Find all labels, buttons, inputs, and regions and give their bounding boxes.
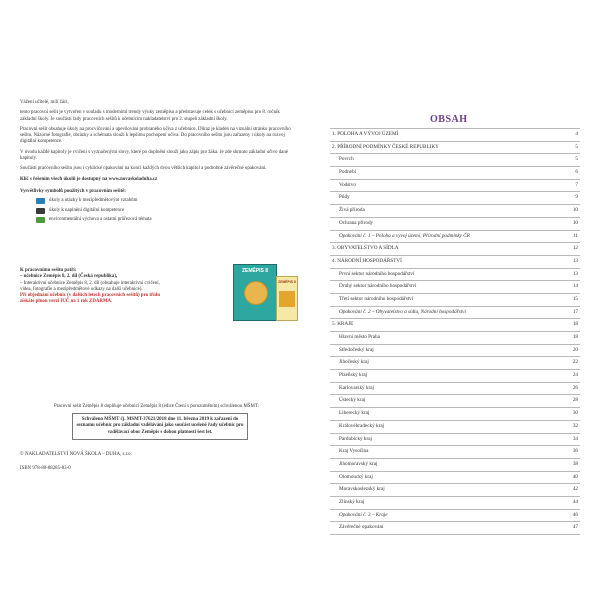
- toc-row[interactable]: [330, 497, 580, 510]
- materials-item-interactive: – Interaktivní učebnice Zeměpis 8, 2. díl (obsahuje interaktivní cvičení, videa, fotografie a mezipředmětové odkazy na další učebnice).: [20, 280, 160, 292]
- toc-row[interactable]: [330, 408, 580, 421]
- toc-row[interactable]: [330, 332, 580, 345]
- intro-paragraph-4: Součástí pracovního sešitu jsou i cyklické opakování na konci každých dvou větších kapitol a podrobné závěrečné opakování.: [20, 166, 267, 172]
- toc-entry-page: 26: [572, 384, 578, 391]
- toc-row[interactable]: [330, 319, 580, 332]
- toc-row[interactable]: [330, 231, 580, 244]
- toc-entry-page: 15: [572, 295, 578, 302]
- toc-entry-label: Zlínský kraj: [339, 498, 365, 505]
- isbn: ISBN 978-80-88285-83-0: [20, 466, 71, 471]
- textbook-cover-title: ZEMĚPIS 8: [241, 268, 269, 274]
- toc-row[interactable]: [330, 205, 580, 218]
- monitor-icon: [36, 198, 45, 204]
- toc-row[interactable]: [330, 180, 580, 193]
- toc-entry-page: 5: [575, 156, 578, 163]
- toc-row[interactable]: [330, 421, 580, 434]
- toc-entry-label: Opakování č. 2 – Obyvatelstvo a sídla, Národní hospodářství: [339, 308, 466, 315]
- toc-row[interactable]: [330, 269, 580, 282]
- toc-entry-page: 30: [572, 410, 578, 417]
- toc-entry-page: 46: [572, 511, 578, 518]
- toc-entry-page: 12: [572, 245, 578, 252]
- toc-entry-page: 4: [575, 131, 578, 137]
- toc-entry-label: 4. NÁRODNÍ HOSPODÁŘSTVÍ: [332, 257, 402, 264]
- toc-entry-label: 5. KRAJE: [332, 321, 354, 328]
- toc-entry-page: 38: [572, 460, 578, 467]
- toc-entry-label: 2. PŘÍRODNÍ PODMÍNKY ČESKÉ REPUBLIKY: [332, 143, 439, 150]
- toc-row[interactable]: [330, 294, 580, 307]
- toc-entry-label: Půdy: [339, 194, 350, 201]
- toc-row[interactable]: [330, 142, 580, 155]
- textbook-cover-image: [233, 264, 277, 321]
- toc-entry-page: 20: [572, 346, 578, 353]
- toc-entry-label: Povrch: [339, 156, 354, 163]
- toc-row[interactable]: [330, 370, 580, 383]
- toc-entry-label: Královéhradecký kraj: [339, 422, 385, 429]
- toc-entry-label: Liberecký kraj: [339, 410, 370, 417]
- toc-entry-page: 17: [572, 308, 578, 315]
- intro-paragraph-2: Pracovní sešit obsahuje úkoly na procvičování a upevňování probraného učiva z učebnice. Důraz je kladen na vizuální stránku pracovního sešitu. Názorné fotografie, obrázky a schémata slouží k lepšímu pochopení učiva. Do pracovního sešitu jsou zařazeny i úkoly na rozvoj digitální kompetence.: [20, 126, 291, 145]
- legend-item-label: úkoly k naplnění digitální kompetence: [49, 207, 125, 213]
- toc-entry-page: 9: [575, 194, 578, 201]
- toc-row[interactable]: [330, 510, 580, 523]
- toc-entry-label: Závěrečné opakování: [339, 524, 384, 531]
- toc-entry-page: 40: [572, 473, 578, 480]
- toc-entry-page: 14: [572, 283, 578, 290]
- toc-row[interactable]: [330, 256, 580, 269]
- legend-item: [36, 217, 295, 223]
- toc-entry-label: Podnebí: [339, 169, 357, 176]
- toc-entry-page: 22: [572, 359, 578, 366]
- toc-entry-label: Středočeský kraj: [339, 346, 374, 353]
- toc-entry-page: 11: [573, 232, 578, 239]
- toc-entry-page: 28: [572, 397, 578, 404]
- toc-entry-label: Třetí sektor národního hospodářství: [339, 295, 414, 302]
- toc-row[interactable]: [330, 395, 580, 408]
- toc-entry-label: Plzeňský kraj: [339, 372, 368, 379]
- materials-item-textbook: – učebnice Zeměpis 8, 2. díl (Česká republika),: [20, 274, 118, 280]
- greeting: Vážení učitelé, milí žáci,: [20, 100, 69, 105]
- approval-line: Pracovní sešit Zeměpis 8 doplňuje učebnici Zeměpis 8 (edice Čtení s porozuměním) schválenou MŠMT:: [54, 404, 259, 409]
- toc-entry-label: Karlovarský kraj: [339, 384, 375, 391]
- toc-entry-label: 3. OBYVATELSTVO A SÍDLA: [332, 245, 399, 252]
- workbook-cover-band: [279, 291, 295, 307]
- toc-entry-label: Moravskoslezský kraj: [339, 486, 385, 493]
- approval-box: Schváleno MŠMT čj. MSMT-37621/2018 dne 11. března 2019 k zařazení do seznamu učebnic pro základní vzdělávání jako součást ucelené řady učebnic pro vzdělávací obor Zeměpis s dobou platnosti šest let.: [72, 413, 248, 440]
- materials-offer: Při objednání učebnic (v dalších letech pracovních sešitů) pro třídu získáte plnou verzi IUČ na 1 rok ZDARMA.: [20, 293, 160, 305]
- toc-entry-page: 7: [575, 181, 578, 188]
- device-icon: [36, 208, 45, 214]
- toc-title: OBSAH: [430, 114, 468, 125]
- toc-entry-page: 13: [572, 257, 578, 264]
- toc-entry-page: 42: [572, 486, 578, 493]
- toc-row[interactable]: [330, 383, 580, 396]
- toc-entry-page: 18: [572, 321, 578, 328]
- toc-row[interactable]: [330, 459, 580, 472]
- toc-entry-page: 32: [572, 422, 578, 429]
- toc-row[interactable]: [330, 307, 580, 320]
- toc-entry-label: Druhý sektor národního hospodářství: [339, 283, 417, 290]
- legend-item: [36, 208, 295, 214]
- intro-paragraph-3: V úvodu každé kapitoly je cvičení s vyznačenými slovy, které po doplnění slouží jako zápis pro žáka. Je zde shrnuto základní učivo dané kapitoly.: [20, 149, 288, 162]
- toc-entry-label: Živá příroda: [339, 207, 365, 214]
- toc-entry-page: 34: [572, 435, 578, 442]
- legend-item: [36, 198, 295, 204]
- toc-entry-page: 47: [572, 524, 578, 531]
- toc-entry-label: Olomoucký kraj: [339, 473, 373, 480]
- intro-paragraph-1: tento pracovní sešit je vytvořen v souladu s moderními trendy výuky zeměpisu a představuje celek s učebnicí zeměpisu pro 8. ročník základní školy. Je součástí řady pracovních sešitů k učebnicím nakladatelství pro 2. stupeň základní školy.: [20, 110, 280, 122]
- toc-entry-label: První sektor národního hospodářství: [339, 270, 415, 277]
- toc-row[interactable]: [330, 167, 580, 180]
- legend-title: Vysvětlivky symbolů použitých v pracovním sešitě:: [20, 188, 126, 194]
- toc-entry-page: 6: [575, 169, 578, 176]
- toc-entry-label: Pardubický kraj: [339, 435, 372, 442]
- toc-row[interactable]: [330, 218, 580, 231]
- toc-row[interactable]: [330, 472, 580, 485]
- answer-key-note: Klíč s řešením všech úkolů je dostupný na www.novaskoladuha.cz: [20, 176, 158, 182]
- toc-entry-page: 13: [572, 270, 578, 277]
- toc-row[interactable]: [330, 357, 580, 370]
- included-materials-block: [20, 268, 170, 306]
- materials-title: K pracovnímu sešitu patří:: [20, 268, 77, 273]
- toc-entry-page: 10: [572, 207, 578, 214]
- toc-entry-label: 1. POLOHA A VÝVOJ ÚZEMÍ: [332, 131, 399, 137]
- toc-row[interactable]: [330, 522, 580, 535]
- toc-row[interactable]: [330, 446, 580, 459]
- toc-row[interactable]: [330, 243, 580, 256]
- intro-text-block: [20, 100, 295, 226]
- toc-row[interactable]: [330, 434, 580, 447]
- toc-row[interactable]: [330, 192, 580, 205]
- environment-icon: [36, 217, 45, 223]
- legend-item-label: úkoly a otázky k mezipředmětovým vztahům: [49, 198, 138, 204]
- toc-entry-label: Vodstvo: [339, 181, 356, 188]
- toc-entry-label: Ústecký kraj: [339, 397, 366, 404]
- toc-entry-page: 5: [575, 143, 578, 150]
- toc-row[interactable]: [330, 345, 580, 358]
- workbook-cover-image: [276, 276, 298, 321]
- toc-row[interactable]: [330, 484, 580, 497]
- copyright: © NAKLADATELSTVÍ NOVÁ ŠKOLA – DUHA, s.r.o.: [20, 452, 132, 457]
- legend-item-label: environmentální výchova a ostatní průřezová témata: [49, 216, 152, 222]
- toc-entry-page: 36: [572, 448, 578, 455]
- toc-row[interactable]: [330, 128, 580, 142]
- toc-entry-label: Jihočeský kraj: [339, 359, 369, 366]
- toc-entry-label: Hlavní město Praha: [339, 334, 380, 340]
- workbook-cover-title: ZEMĚPIS 8: [278, 280, 296, 284]
- globe-illustration: [244, 281, 268, 305]
- toc-entry-page: 10: [572, 219, 578, 226]
- toc-entry-label: Kraj Vysočina: [339, 448, 369, 455]
- toc-entry-label: Opakování č. 1 – Poloha a vývoj území, Přírodní podmínky ČR: [339, 232, 470, 239]
- legend-list: [20, 198, 295, 223]
- toc-entry-label: Ochrana přírody: [339, 219, 374, 226]
- toc-entry-page: 24: [572, 372, 578, 379]
- toc-entry-page: 18: [572, 334, 578, 340]
- toc-row[interactable]: [330, 154, 580, 167]
- toc-row[interactable]: [330, 281, 580, 294]
- table-of-contents: [330, 128, 580, 535]
- toc-entry-page: 44: [572, 498, 578, 505]
- toc-entry-label: Opakování č. 3 – Kraje: [339, 511, 388, 518]
- toc-entry-label: Jihomoravský kraj: [339, 460, 378, 467]
